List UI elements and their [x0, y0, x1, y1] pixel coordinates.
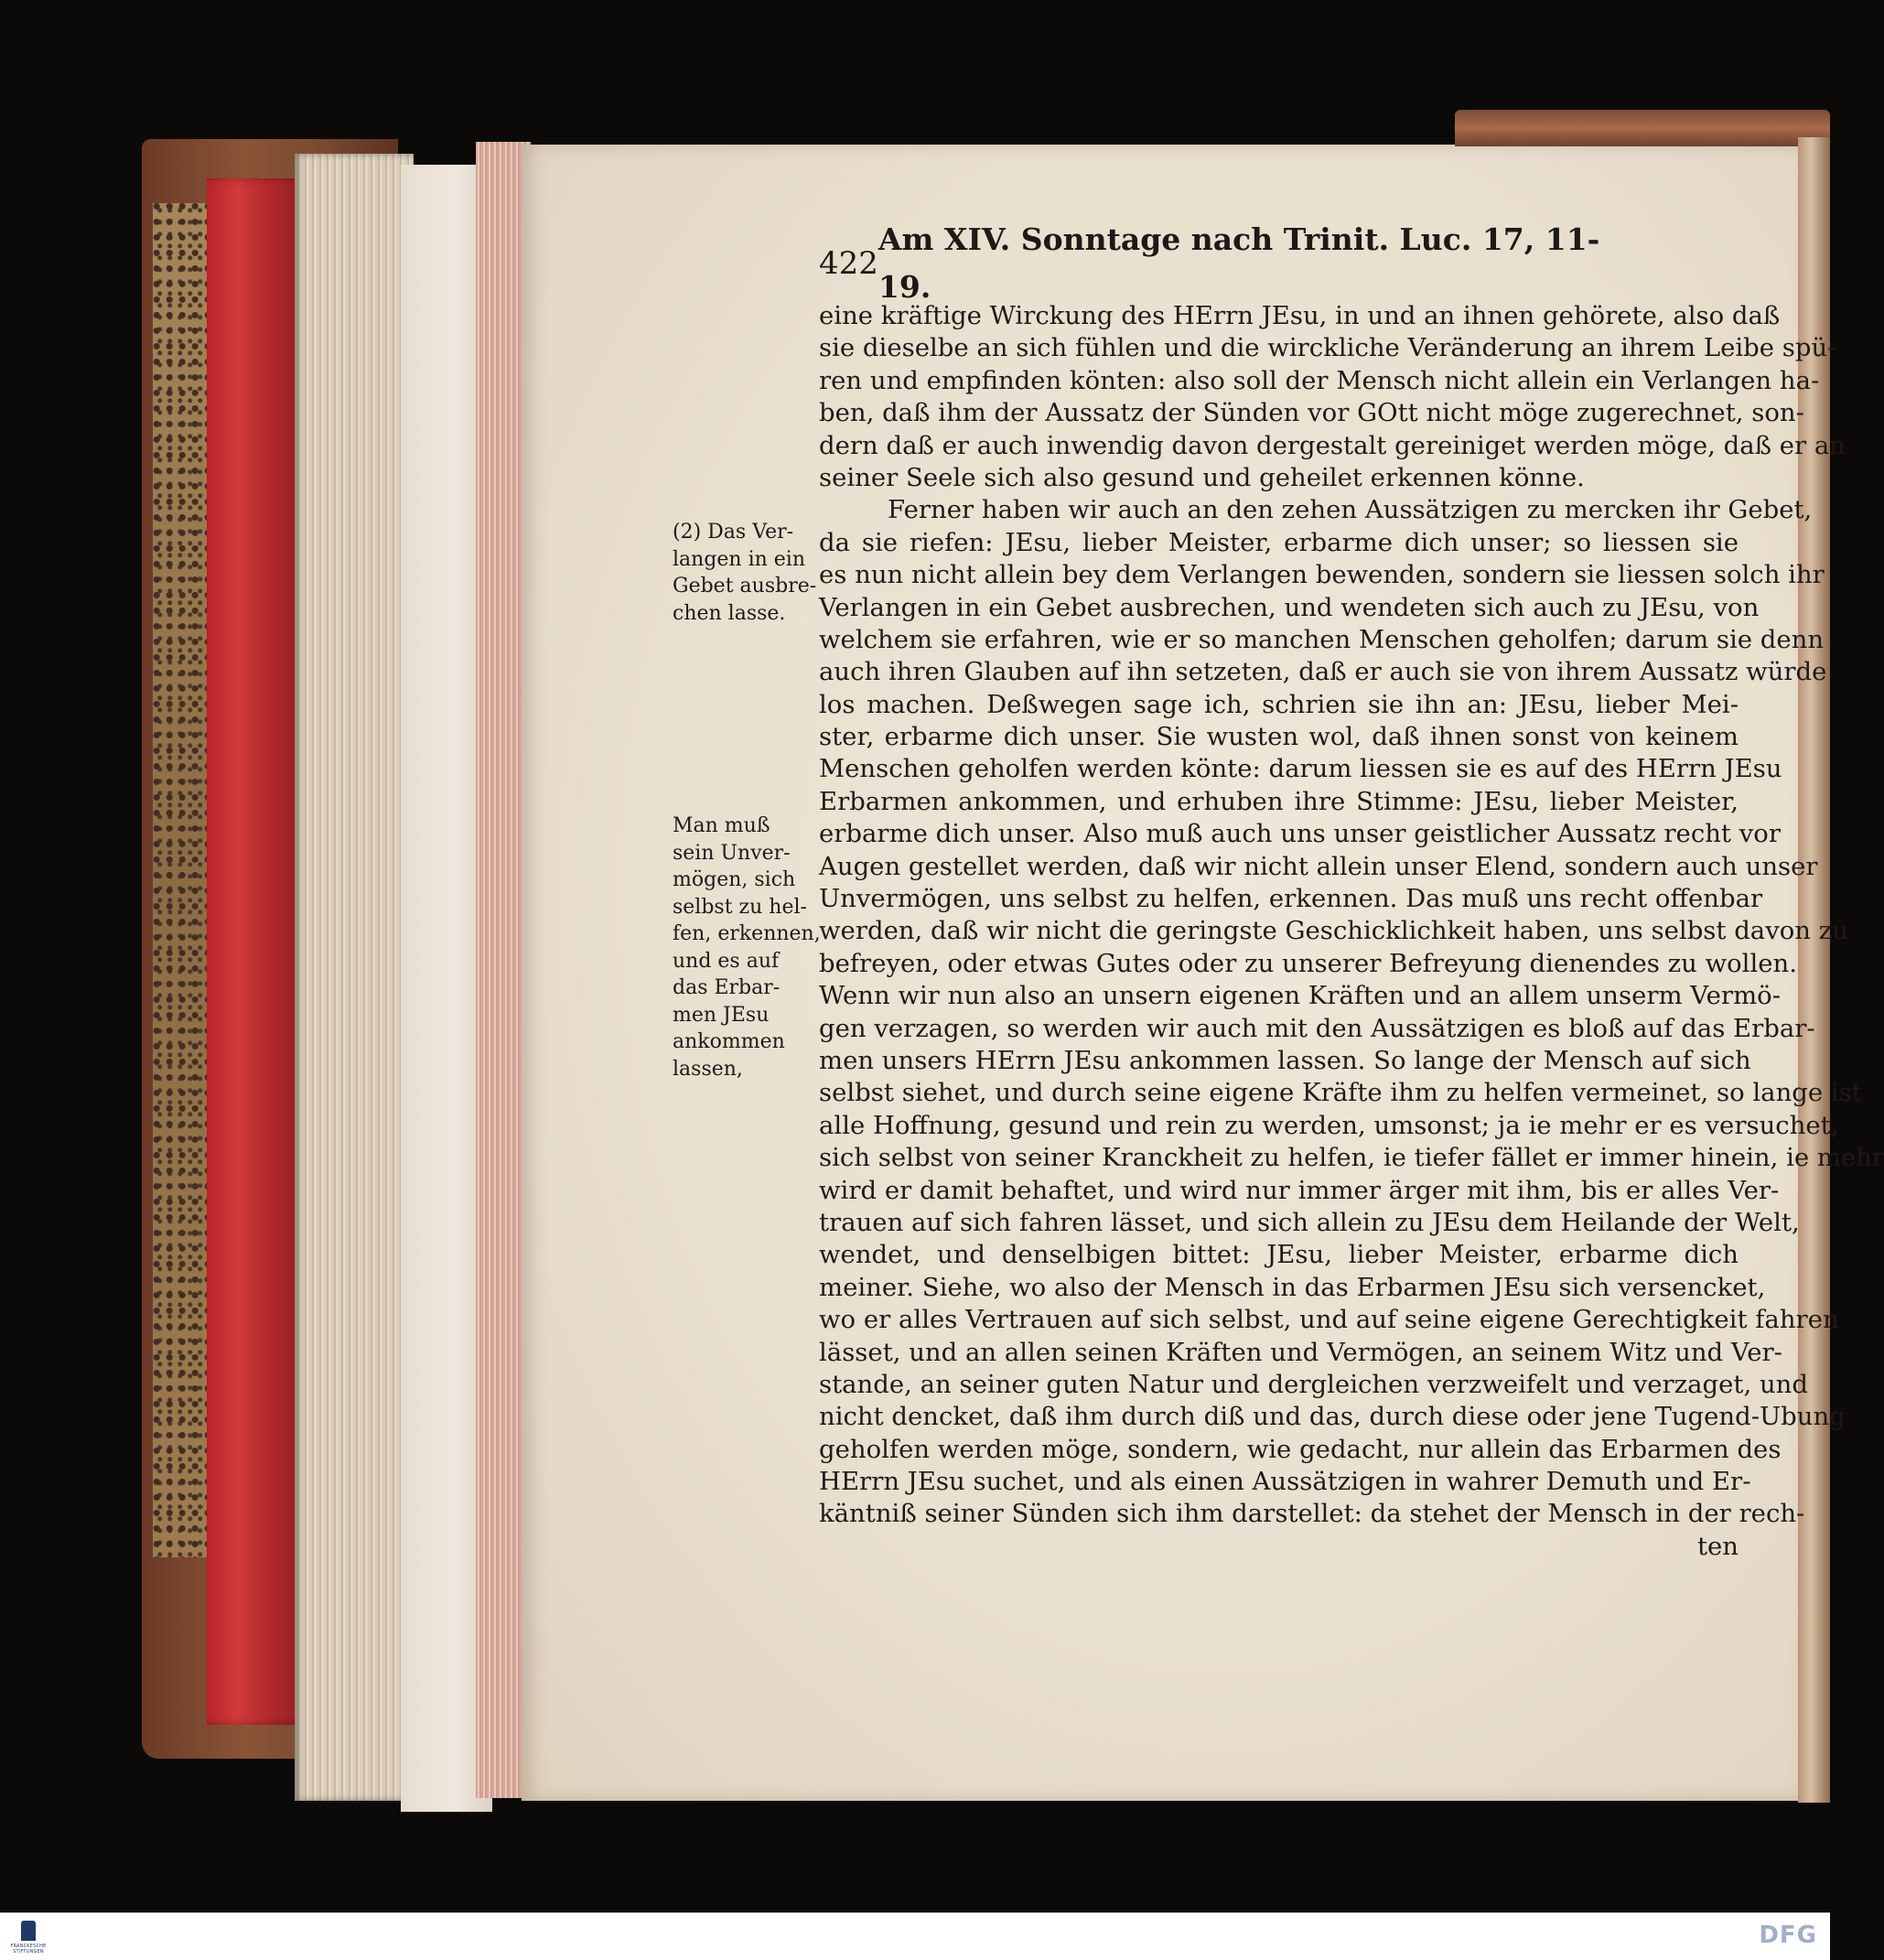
running-head [819, 221, 1638, 305]
text-line: trauen auf sich fahren lässet, und sich allein zu JEsu dem Heilande der Welt, [819, 1207, 1800, 1237]
text-line: käntniß seiner Sünden sich ihm darstellet: da stehet der Mensch in der rech- [819, 1499, 1805, 1529]
text-line: los machen. Deßwegen sage ich, schrien sie ihn an: JEsu, lieber Mei- [819, 689, 1739, 719]
text-line: befreyen, oder etwas Gutes oder zu unserer Befreyung dienendes zu wollen. [819, 948, 1797, 978]
marginal-note-line: chen lasse. [673, 601, 786, 625]
text-line: erbarme dich unser. Also muß auch uns unser geistlicher Aussatz recht vor [819, 819, 1781, 849]
marginal-note-line: lassen, [673, 1057, 743, 1081]
text-line: da sie riefen: JEsu, lieber Meister, erbarme dich unser; so liessen sie [819, 527, 1739, 557]
text-line: stande, an seiner guten Natur und dergleichen verzweifelt und verzaget, und [819, 1369, 1808, 1399]
marginal-note-line: langen in ein [673, 547, 806, 571]
text-line: wo er alles Vertrauen auf sich selbst, und auf seine eigene Gerechtigkeit fahren [819, 1305, 1839, 1335]
text-line: lässet, und an allen seinen Kräften und Vermögen, an seinem Witz und Ver- [819, 1337, 1782, 1367]
text-line: seiner Seele sich also gesund und geheilet erkennen könne. [819, 462, 1585, 492]
text-line: auch ihren Glauben auf ihn setzeten, daß er auch sie von ihrem Aussatz würde [819, 657, 1827, 687]
body-text [819, 300, 1884, 1563]
text-line: Unvermögen, uns selbst zu helfen, erkennen. Das muß uns recht offenbar [819, 884, 1763, 914]
text-line: alle Hoffnung, gesund und rein zu werden, umsonst; ja ie mehr er es versuchet, [819, 1110, 1839, 1140]
marginal-note-line: ankommen [673, 1030, 785, 1053]
text-line: wendet, und denselbigen bittet: JEsu, lieber Meister, erbarme dich [819, 1240, 1739, 1270]
francke-logo[interactable] [9, 1919, 48, 1955]
catchword: ten [1696, 1531, 1739, 1561]
text-line: Verlangen in ein Gebet ausbrechen, und wendeten sich auch zu JEsu, von [819, 592, 1760, 622]
marginal-note-line: Gebet ausbre- [673, 575, 817, 598]
text-line: sie dieselbe an sich fühlen und die wirckliche Veränderung an ihrem Leibe spü- [819, 333, 1836, 363]
text-line: gen verzagen, so werden wir auch mit den Aussätzigen es bloß auf das Erbar- [819, 1013, 1815, 1043]
text-line: dern daß er auch inwendig davon dergestalt gereiniget werden möge, daß er an [819, 430, 1846, 460]
page-number: 422 [819, 245, 878, 282]
text-line: geholfen werden möge, sondern, wie gedacht, nur allein das Erbarmen des [819, 1434, 1782, 1464]
marginal-note-line: sein Unver- [673, 841, 791, 865]
text-line: eine kräftige Wirckung des HErrn JEsu, in und an ihnen gehörete, also daß [819, 301, 1781, 330]
text-line: werden, daß wir nicht die geringste Geschicklichkeit haben, uns selbst davon zu [819, 916, 1848, 946]
text-line: men unsers HErrn JEsu ankommen lassen. So lange der Mensch auf sich [819, 1045, 1751, 1075]
text-line: sich selbst von seiner Kranckheit zu helfen, ie tiefer fället er immer hinein, ie mehr [819, 1143, 1884, 1173]
marginal-note-line: und es auf [673, 949, 780, 973]
foundation-building-icon [21, 1921, 36, 1941]
text-line: Wenn wir nun also an unsern eigenen Kräften und an allem unserm Vermö- [819, 981, 1781, 1011]
text-line: nicht dencket, daß ihm durch diß und das, durch diese oder jene Tugend-Ubung [819, 1402, 1846, 1432]
text-line: ster, erbarme dich unser. Sie wusten wol, daß ihnen sonst von keinem [819, 722, 1739, 752]
text-line: selbst siehet, und durch seine eigene Kräfte ihm zu helfen vermeinet, so lange ist [819, 1078, 1862, 1108]
text-line: HErrn JEsu suchet, und als einen Aussätzigen in wahrer Demuth und Er- [819, 1467, 1751, 1497]
text-line: Erbarmen ankommen, und erhuben ihre Stimme: JEsu, lieber Meister, [819, 786, 1739, 816]
francke-logo-label: FRANCKESCHE STIFTUNGEN [10, 1944, 47, 1955]
marginal-note-line: fen, erkennen, [673, 922, 821, 945]
marginal-note-line: selbst zu hel- [673, 895, 807, 919]
text-line: es nun nicht allein bey dem Verlangen bewenden, sondern sie liessen solch ihr [819, 560, 1825, 590]
text-line: Augen gestellet werden, daß wir nicht allein unser Elend, sondern auch unser [819, 851, 1818, 881]
marginal-note-line: men JEsu [673, 1003, 770, 1027]
text-line: welchem sie erfahren, wie er so manchen Menschen geholfen; darum sie denn [819, 624, 1825, 654]
viewer-footer [0, 1912, 1830, 1960]
text-line: meiner. Siehe, wo also der Mensch in das Erbarmen JEsu sich versencket, [819, 1272, 1766, 1302]
marginal-note-line: mögen, sich [673, 868, 796, 891]
text-line: wird er damit behaftet, und wird nur immer ärger mit ihm, bis er alles Ver- [819, 1175, 1780, 1205]
marginal-note-line: Man muß [673, 814, 770, 837]
dfg-logo[interactable]: DFG [1759, 1922, 1817, 1949]
marginal-note-line: (2) Das Ver- [673, 521, 794, 544]
text-line: Menschen geholfen werden könte: darum liessen sie es auf des HErrn JEsu [819, 754, 1782, 784]
marginal-note-1 [673, 519, 817, 627]
text-line: Ferner haben wir auch an den zehen Aussätzigen zu mercken ihr Gebet, [888, 495, 1813, 525]
marginal-note-2 [673, 813, 821, 1082]
running-title: Am XIV. Sonntage nach Trinit. Luc. 17, 11-19. [877, 221, 1600, 305]
text-line: ben, daß ihm der Aussatz der Sünden vor GOtt nicht möge zugerechnet, son- [819, 398, 1804, 428]
marginal-note-line: das Erbar- [673, 976, 781, 999]
text-line: ren und empfinden könten: also soll der Mensch nicht allein ein Verlangen ha- [819, 365, 1820, 395]
